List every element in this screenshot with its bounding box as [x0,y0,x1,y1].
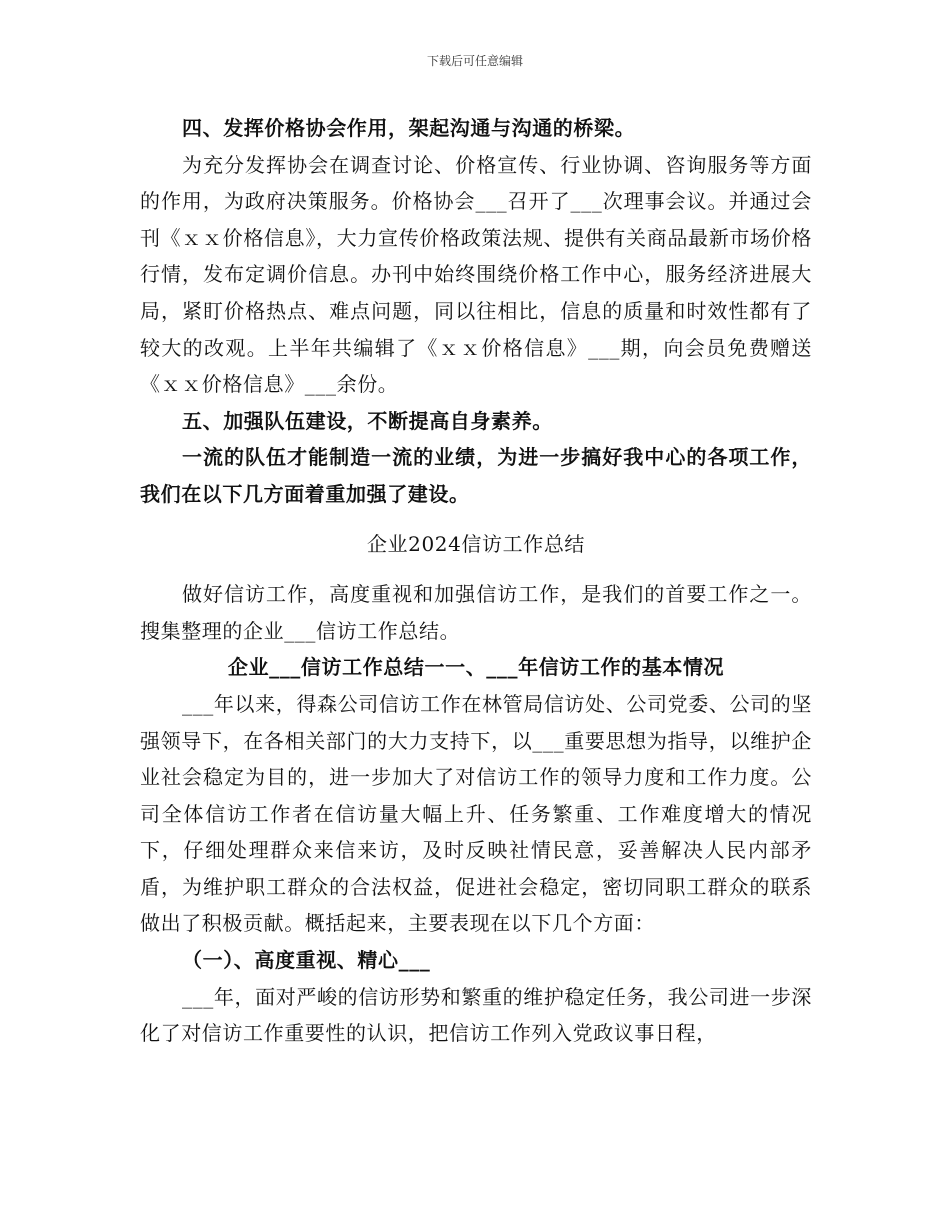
section-5-body: 一流的队伍才能制造一流的业绩，为进一步搞好我中心的各项工作，我们在以下几方面着重加强了建设。 [140,445,812,506]
article-subheading: 企业___信访工作总结一一、___年信访工作的基本情况 [227,655,725,680]
section-4-heading: 四、发挥价格协会作用，架起沟通与沟通的桥梁。 [182,116,636,140]
page-header: 下载后可任意编辑 [426,54,523,68]
section-4-body: 为充分发挥协会在调查讨论、价格宣传、行业协调、咨询服务等方面的作用，为政府决策服务。价格协会___召开了___次理事会议。并通过会刊《ｘｘ价格信息》，大力宣传价格政策法规、提供有关商品最新市场价格行情，发布定调价信息。办刊中始终围绕价格工作中心，服务经济进展大局，紧盯价格热点、难点问题，同以往相比，信息的质量和时效性都有了较大的改观。上半年共编辑了《ｘｘ价格信息》___期，向会员免费赠送《ｘｘ价格信息》___余份。 [140,152,812,397]
document-body [140,110,812,1052]
item-1-heading: （一）、高度重视、精心___ [182,948,431,973]
article-intro: 做好信访工作，高度重视和加强信访工作，是我们的首要工作之一。搜集整理的企业___信访工作总结。 [140,582,812,643]
article-paragraph-1: ___年以来，得森公司信访工作在林管局信访处、公司党委、公司的坚强领导下，在各相关部门的大力支持下，以___重要思想为指导，以维护企业社会稳定为目的，进一步加大了对信访工作的领导力度和工作力度。公司全体信访工作者在信访量大幅上升、任务繁重、工作难度增大的情况下，仔细处理群众来信来访，及时反映社情民意，妥善解决人民内部矛盾，为维护职工群众的合法权益，促进社会稳定，密切同职工群众的联系做出了积极贡献。概括起来，主要表现在以下几个方面： [140,691,812,936]
item-1-body: ___年，面对严峻的信访形势和繁重的维护稳定任务，我公司进一步深化了对信访工作重要性的认识，把信访工作列入党政议事日程， [140,984,812,1046]
section-5-heading: 五、加强队伍建设，不断提高自身素养。 [182,408,553,433]
article-title: 企业2024信访工作总结 [366,531,586,556]
